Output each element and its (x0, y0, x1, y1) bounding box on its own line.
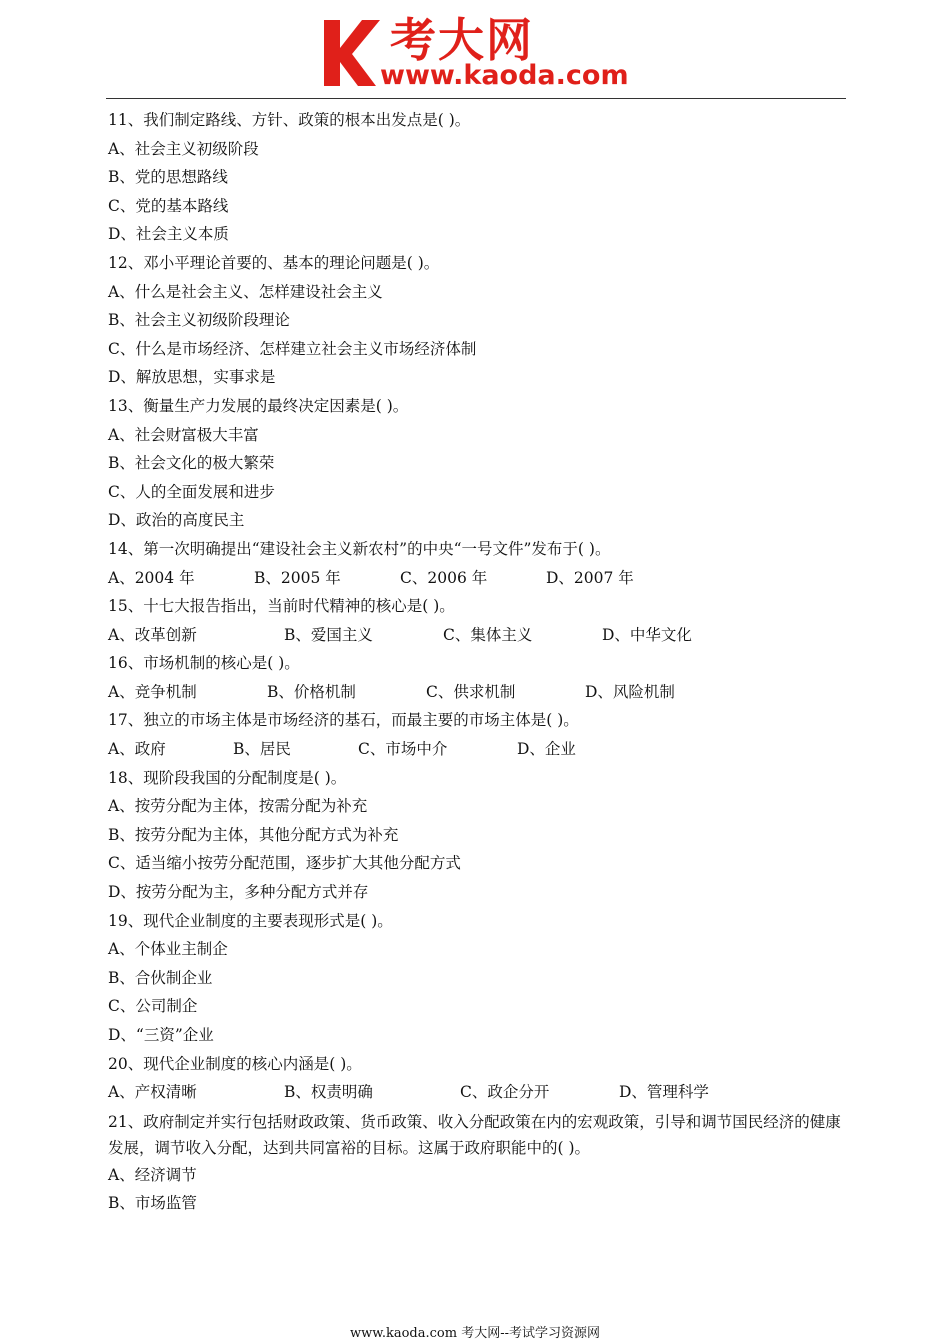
question-text: 17、独立的市场主体是市场经济的基石，而最主要的市场主体是( )。 (108, 711, 579, 730)
logo-url-text: www.kaoda.com (380, 60, 629, 91)
question-text: 18、现阶段我国的分配制度是( )。 (108, 768, 347, 787)
page-footer: www.kaoda.com 考大网--考试学习资源网 (350, 1326, 600, 1341)
option: A、经济调节 (108, 1165, 197, 1184)
question-list (108, 106, 848, 1218)
option: C、党的基本路线 (108, 196, 229, 215)
option-row (108, 1078, 848, 1107)
option: A、2004 年 (108, 568, 195, 587)
option: D、中华文化 (602, 625, 692, 644)
option-row (108, 678, 848, 707)
k-logo-icon (320, 16, 382, 88)
option: D、社会主义本质 (108, 225, 229, 244)
option: B、爱国主义 (284, 625, 373, 644)
option: D、风险机制 (585, 682, 675, 701)
option: A、产权清晰 (108, 1083, 197, 1102)
question-text: 15、十七大报告指出，当前时代精神的核心是( )。 (108, 597, 455, 616)
question-text: 13、衡量生产力发展的最终决定因素是( )。 (108, 396, 409, 415)
option: D、企业 (517, 740, 576, 759)
option: B、权责明确 (284, 1083, 373, 1102)
option: C、2006 年 (400, 568, 488, 587)
option: C、供求机制 (426, 682, 516, 701)
option: A、竞争机制 (108, 682, 197, 701)
question-text: 11、我们制定路线、方针、政策的根本出发点是( )。 (108, 111, 471, 129)
option: D、管理科学 (619, 1083, 709, 1102)
option: D、解放思想，实事求是 (108, 368, 276, 387)
option: C、集体主义 (443, 625, 533, 644)
question-text: 16、市场机制的核心是( )。 (108, 654, 300, 673)
option: A、社会财富极大丰富 (108, 425, 259, 444)
option: B、按劳分配为主体，其他分配方式为补充 (108, 825, 399, 844)
option: C、适当缩小按劳分配范围，逐步扩大其他分配方式 (108, 854, 461, 873)
option: C、公司制企 (108, 997, 198, 1016)
option: D、2007 年 (546, 568, 634, 587)
option: B、市场监管 (108, 1194, 197, 1213)
option: C、人的全面发展和进步 (108, 482, 275, 501)
option: B、社会文化的极大繁荣 (108, 454, 275, 473)
option-row (108, 621, 848, 650)
question-text: 20、现代企业制度的核心内涵是( )。 (108, 1054, 362, 1073)
option-row (108, 735, 848, 764)
option: A、什么是社会主义、怎样建设社会主义 (108, 282, 383, 301)
option: A、政府 (108, 740, 166, 759)
option: B、2005 年 (254, 568, 341, 587)
option: A、社会主义初级阶段 (108, 139, 259, 158)
option: A、按劳分配为主体，按需分配为补充 (108, 797, 368, 816)
question-text: 12、邓小平理论首要的、基本的理论问题是( )。 (108, 253, 440, 272)
question-text: 19、现代企业制度的主要表现形式是( )。 (108, 911, 393, 930)
option: B、居民 (233, 740, 291, 759)
logo-chinese-text: 考大网 (390, 13, 534, 67)
header-divider (106, 98, 846, 99)
option: D、“三资”企业 (108, 1026, 214, 1044)
question-text: 21、政府制定并实行包括财政政策、货币政策、收入分配政策在内的宏观政策，引导和调节国民经济的健康发展，调节收入分配，达到共同富裕的目标。这属于政府职能中的( )。 (108, 1112, 841, 1157)
option-row (108, 564, 848, 593)
option: B、党的思想路线 (108, 168, 228, 187)
option: B、社会主义初级阶段理论 (108, 311, 290, 330)
kaoda-logo (320, 6, 650, 94)
option: C、什么是市场经济、怎样建立社会主义市场经济体制 (108, 339, 477, 358)
option: D、政治的高度民主 (108, 511, 245, 530)
option: A、个体业主制企 (108, 940, 228, 959)
option: B、合伙制企业 (108, 968, 213, 987)
option: A、改革创新 (108, 625, 197, 644)
option: D、按劳分配为主，多种分配方式并存 (108, 883, 369, 902)
option: C、市场中介 (358, 740, 448, 759)
question-text: 14、第一次明确提出“建设社会主义新农村”的中央“一号文件”发布于( )。 (108, 539, 611, 558)
option: C、政企分开 (460, 1083, 550, 1102)
option: B、价格机制 (267, 682, 356, 701)
